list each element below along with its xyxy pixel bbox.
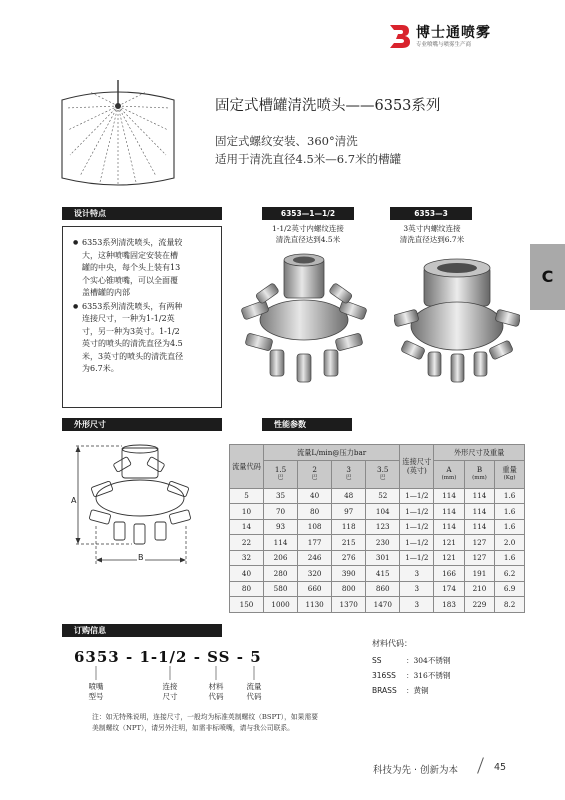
table-cell: 6.9 (495, 581, 525, 597)
col-flow-code: 流量代码 (230, 445, 264, 489)
model-tag-1: 6353—1—1/2 (262, 207, 354, 220)
col-pressure-1-5: 1.5 巴 (264, 460, 298, 488)
col-weight: 重量 (Kg) (495, 460, 525, 488)
table-cell: 114 (434, 519, 464, 535)
model-desc-2: 3英寸内螺纹连接 清洗直径达到6.7米 (399, 224, 465, 244)
table-cell: 800 (332, 581, 366, 597)
table-cell: 1.6 (495, 550, 525, 566)
table-cell: 206 (264, 550, 298, 566)
order-code-leader-lines (74, 666, 264, 680)
col-dimensions: 外形尺寸及重量 (434, 445, 525, 461)
table-cell: 48 (332, 488, 366, 504)
col-connection: 连接尺寸 (英寸) (400, 445, 434, 489)
ordering-heading: 订购信息 (62, 624, 222, 637)
table-cell: 1—1/2 (400, 550, 434, 566)
tank-spray-illustration (60, 80, 176, 190)
table-cell: 97 (332, 504, 366, 520)
label-nozzle-model: 喷嘴 型号 (88, 682, 104, 701)
table-cell: 229 (464, 597, 494, 613)
table-cell: 118 (332, 519, 366, 535)
table-cell: 114 (434, 504, 464, 520)
table-cell: 5 (230, 488, 264, 504)
table-cell: 1—1/2 (400, 504, 434, 520)
table-cell: 127 (464, 535, 494, 551)
table-row (230, 488, 525, 504)
table-cell: 660 (298, 581, 332, 597)
table-cell: 3 (400, 566, 434, 582)
table-cell: 32 (230, 550, 264, 566)
brand-name: 博士通喷雾 (416, 25, 491, 41)
table-cell: 1—1/2 (400, 535, 434, 551)
table-cell: 123 (366, 519, 400, 535)
product-title: 固定式槽罐清洗喷头——6353系列 (215, 98, 441, 114)
table-cell: 1.6 (495, 519, 525, 535)
material-brass: BRASS ：黄铜 (372, 686, 429, 695)
table-cell: 1370 (332, 597, 366, 613)
table-row (230, 597, 525, 613)
table-cell: 1.6 (495, 488, 525, 504)
nozzle-photo-1-1-2 (240, 252, 368, 402)
table-cell: 177 (298, 535, 332, 551)
design-bullet-1: ● 6353系列清洗喷头，流量较 大，这种喷嘴固定安装在槽 罐的中央，每个头上装有13 个实心锥喷嘴，可以全面覆 盖槽罐的内部 (73, 237, 215, 300)
table-cell: 580 (264, 581, 298, 597)
table-row (230, 550, 525, 566)
page-number: 45 (494, 762, 507, 773)
order-code-example: 6353 - 1-1/2 - SS - 5 (74, 648, 262, 666)
table-cell: 93 (264, 519, 298, 535)
ordering-note: 注：如无特殊说明，连接尺寸，一般均为标准英制螺纹（BSPT），如果需要 美制螺纹（NPT），请另外注明，如需非标喷嘴，请与我公司联系。 (92, 713, 319, 732)
material-code-title: 材料代码： (372, 639, 412, 648)
col-pressure-3-5: 3.5 巴 (366, 460, 400, 488)
table-cell: 1—1/2 (400, 519, 434, 535)
table-cell: 860 (366, 581, 400, 597)
table-cell: 80 (230, 581, 264, 597)
table-cell: 246 (298, 550, 332, 566)
performance-heading: 性能参数 (262, 418, 352, 431)
table-cell: 114 (434, 488, 464, 504)
col-pressure-3: 3 巴 (332, 460, 366, 488)
table-cell: 114 (464, 519, 494, 535)
table-cell: 230 (366, 535, 400, 551)
table-cell: 10 (230, 504, 264, 520)
material-ss: SS ：304不锈钢 (372, 656, 451, 665)
dimension-drawing (62, 440, 222, 592)
dimensions-heading: 外形尺寸 (62, 418, 222, 431)
table-cell: 210 (464, 581, 494, 597)
table-cell: 191 (464, 566, 494, 582)
table-row (230, 519, 525, 535)
table-cell: 8.2 (495, 597, 525, 613)
col-pressure-2: 2 巴 (298, 460, 332, 488)
table-cell: 6.2 (495, 566, 525, 582)
brand-tagline: 专业喷嘴与喷雾生产商 (416, 42, 472, 48)
table-cell: 114 (464, 504, 494, 520)
design-bullet-2: ● 6353系列清洗喷头，有两种 连接尺寸，一种为1-1/2英 寸，另一种为3英寸。1-1/2 英寸的喷头的清洗直径为4.5 米，3英寸的喷头的清洗直径 为6.7米。 (73, 301, 215, 376)
table-cell: 3 (400, 581, 434, 597)
table-cell: 121 (434, 550, 464, 566)
table-cell: 108 (298, 519, 332, 535)
table-cell: 415 (366, 566, 400, 582)
brand-logo-icon (388, 22, 412, 50)
label-connection-size: 连接 尺寸 (162, 682, 178, 701)
design-heading: 设计特点 (62, 207, 222, 220)
table-cell: 174 (434, 581, 464, 597)
table-cell: 1470 (366, 597, 400, 613)
table-row (230, 566, 525, 582)
table-cell: 276 (332, 550, 366, 566)
dimension-label-a: A (71, 496, 77, 505)
table-cell: 166 (434, 566, 464, 582)
table-cell: 280 (264, 566, 298, 582)
table-cell: 52 (366, 488, 400, 504)
table-cell: 183 (434, 597, 464, 613)
table-cell: 40 (230, 566, 264, 582)
feature-line-2: 适用于清洗直径4.5米—6.7米的槽罐 (215, 152, 402, 166)
table-cell: 35 (264, 488, 298, 504)
table-cell: 301 (366, 550, 400, 566)
col-flow: 流量L/min@压力bar (264, 445, 400, 461)
table-cell: 114 (264, 535, 298, 551)
feature-line-1: 固定式螺纹安装、360°清洗 (215, 134, 358, 148)
table-cell: 215 (332, 535, 366, 551)
table-cell: 1.6 (495, 504, 525, 520)
section-tab-c[interactable]: C (530, 244, 565, 310)
table-cell: 1130 (298, 597, 332, 613)
label-material-code: 材料 代码 (208, 682, 224, 701)
table-cell: 121 (434, 535, 464, 551)
table-row (230, 504, 525, 520)
design-features-box (62, 226, 222, 408)
table-cell: 1000 (264, 597, 298, 613)
nozzle-photo-3 (394, 254, 520, 394)
table-cell: 114 (464, 488, 494, 504)
table-cell: 22 (230, 535, 264, 551)
material-316ss: 316SS ：316不锈钢 (372, 671, 451, 680)
table-cell: 1—1/2 (400, 488, 434, 504)
table-cell: 14 (230, 519, 264, 535)
table-cell: 70 (264, 504, 298, 520)
table-cell: 320 (298, 566, 332, 582)
table-cell: 3 (400, 597, 434, 613)
footer-slogan: 科技为先 · 创新为本 (373, 765, 459, 776)
table-cell: 104 (366, 504, 400, 520)
dimension-label-b: B (138, 553, 144, 562)
table-cell: 2.0 (495, 535, 525, 551)
table-cell: 127 (464, 550, 494, 566)
table-cell: 390 (332, 566, 366, 582)
table-row (230, 535, 525, 551)
col-dim-b: B (mm) (464, 460, 494, 488)
table-cell: 80 (298, 504, 332, 520)
model-tag-2: 6353—3 (390, 207, 472, 220)
label-flow-code: 流量 代码 (246, 682, 262, 701)
performance-table (229, 444, 525, 613)
table-row (230, 581, 525, 597)
col-dim-a: A (mm) (434, 460, 464, 488)
table-cell: 150 (230, 597, 264, 613)
table-cell: 40 (298, 488, 332, 504)
footer-divider (477, 757, 484, 773)
model-desc-1: 1-1/2英寸内螺纹连接 清洗直径达到4.5米 (272, 224, 344, 244)
